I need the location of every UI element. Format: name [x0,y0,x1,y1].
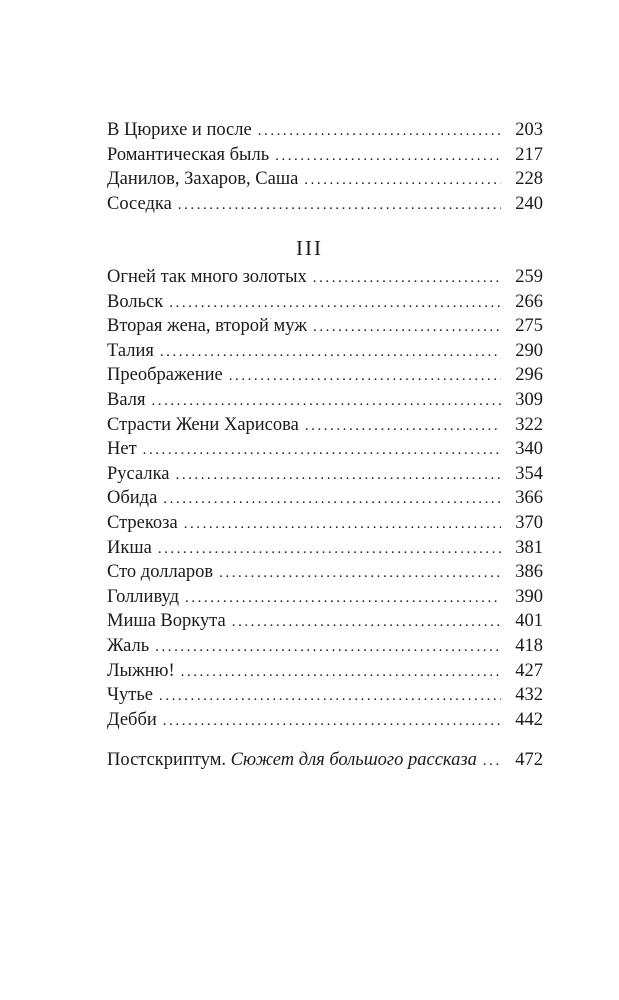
toc-entry-title [107,748,483,773]
dot-leader [176,463,501,488]
toc-entry-page: 432 [515,685,543,706]
toc-entry-title: Голливуд [107,586,180,607]
toc-entry-title: Вторая жена, второй муж [107,316,308,337]
toc-entry-title: Страсти Жени Харисова [107,414,299,435]
toc-entry-title: В Цюрихе и после [107,120,252,140]
toc-entry [107,192,543,217]
toc-entry-page: 296 [515,365,543,386]
dot-leader [151,389,501,414]
dot-leader [184,512,501,537]
dot-leader [304,168,501,193]
toc-entry-page: 418 [515,635,543,656]
toc-entry-page: 381 [515,537,543,558]
toc-entry [107,659,543,684]
dot-leader [185,586,501,611]
toc-entry-title: Икша [107,537,152,558]
toc-entry-page: 240 [515,193,543,214]
toc-entry [107,536,543,561]
toc-entry [107,462,543,487]
dot-leader [178,193,501,218]
toc-entry-page: 322 [515,414,543,435]
toc-entry-page: 354 [515,463,543,484]
toc-entry-title: Миша Воркута [107,611,226,632]
toc-entry-title: Нет [107,439,137,460]
toc-entry-page: 217 [515,144,543,165]
toc-entry-page: 340 [515,439,543,460]
toc-entry-page: 366 [515,488,543,509]
dot-leader [275,144,501,169]
toc-entry-title: Огней так много золотых [107,267,307,287]
toc-entry-page: 309 [515,389,543,410]
dot-leader [232,610,501,635]
dot-leader [305,414,501,439]
dot-leader [313,266,501,291]
toc-entry-page: 259 [515,267,543,287]
toc-entry [107,339,543,364]
toc-entry-page: 370 [515,512,543,533]
toc-entry [107,290,543,315]
toc-entry [107,118,543,143]
toc-entry-postscript [107,748,543,773]
toc-entry-title: Данилов, Захаров, Саша [107,169,299,190]
toc-entry-title: Преображение [107,365,223,386]
toc-entry [107,511,543,536]
toc-entry-page: 401 [515,611,543,632]
toc-entry [107,634,543,659]
toc-entry-title: Жаль [107,635,150,656]
section-heading: III [296,236,323,260]
toc-entry [107,265,543,290]
toc-top-group [107,118,543,216]
toc-entry-title: Дебби [107,709,157,730]
toc-entry [107,609,543,634]
toc-entry-title: Чутье [107,685,154,706]
toc-entry-page: 203 [515,120,543,140]
toc-entry [107,486,543,511]
toc-entry [107,708,543,733]
toc-entry [107,585,543,610]
toc-entry [107,314,543,339]
dot-leader [169,291,501,316]
dot-leader [181,660,501,685]
dot-leader [258,119,501,144]
toc-entry-page: 275 [515,316,543,337]
toc-entry [107,143,543,168]
toc-entry-page: 290 [515,340,543,361]
toc-postscript-group [107,748,543,773]
toc-entry-title: Соседка [107,193,172,214]
toc-entry [107,413,543,438]
dot-leader [158,537,501,562]
toc-entry-title: Стрекоза [107,512,178,533]
dot-leader [155,635,501,660]
toc-entry-title: Талия [107,340,154,361]
toc-entry-page: 472 [515,750,543,770]
dot-leader [159,684,501,709]
toc-entry-page: 390 [515,586,543,607]
toc-entry-page: 427 [515,660,543,681]
toc-entry-page: 442 [515,709,543,730]
postscript-subtitle: Сюжет для большого рассказа [230,750,477,770]
toc-entry [107,167,543,192]
dot-leader [483,749,501,774]
dot-leader [160,340,501,365]
toc-entry-page: 228 [515,169,543,190]
toc-entry-title: Вольск [107,291,164,312]
toc-entry-title: Романтическая быль [107,144,270,165]
dot-leader [229,364,501,389]
postscript-title: Постскриптум. [107,750,227,770]
toc-entry [107,560,543,585]
dot-leader [219,561,501,586]
toc-entry [107,437,543,462]
toc-entry-title: Обида [107,488,158,509]
toc-section-three-group [107,265,543,732]
toc-entry-title: Сто долларов [107,562,214,583]
dot-leader [163,487,501,512]
toc-entry-title: Валя [107,389,146,410]
toc-entry-title: Русалка [107,463,170,484]
toc-entry-page: 266 [515,291,543,312]
toc-entry-page: 386 [515,562,543,583]
dot-leader [163,709,501,734]
toc-entry-title: Лыжню! [107,660,175,681]
toc-entry [107,388,543,413]
dot-leader [143,438,501,463]
toc-entry [107,363,543,388]
toc-entry [107,683,543,708]
dot-leader [313,315,501,340]
